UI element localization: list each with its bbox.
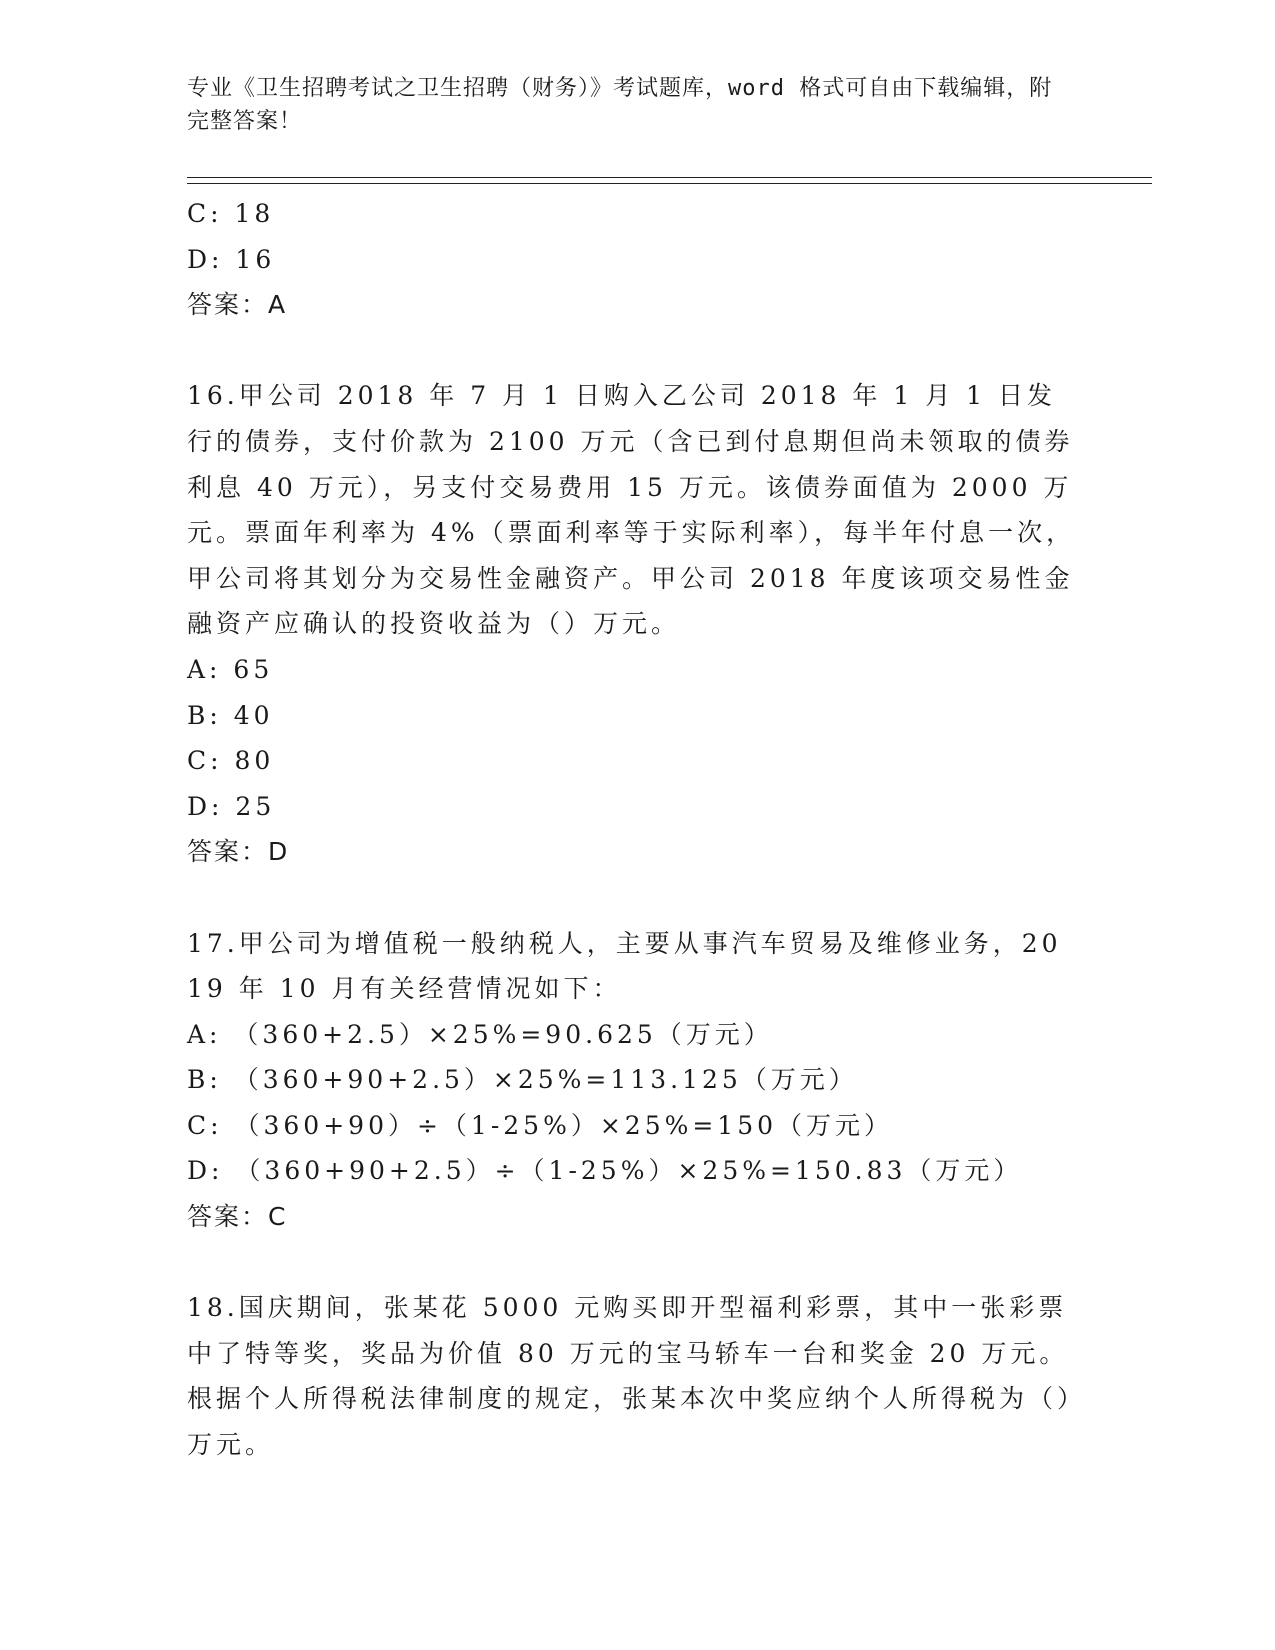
question-16-option-c: C: 80	[187, 746, 275, 776]
header-rule-top	[187, 177, 1152, 178]
question-17-stem: 17.甲公司为增值税一般纳税人，主要从事汽车贸易及维修业务，2019 年 10 月有关经营情况如下：	[187, 928, 1062, 1004]
spacer	[187, 1240, 1077, 1286]
question-16-answer: 答案：D	[187, 837, 290, 867]
question-16-stem: 16.甲公司 2018 年 7 月 1 日购入乙公司 2018 年 1 月 1 日发行的债券，支付价款为 2100 万元（含已到付息期但尚未领取的债券利息 40 万元），另支付交易费用 15 万元。该债券面值为 2000 万元。票面年利率为 4%（票面利率等于实际利率），每半年付息一次，甲公司将其划分为交易性金融资产。甲公司 2018 年度该项交易性金融资产应确认的投资收益为（）万元。	[187, 381, 1076, 639]
spacer	[187, 328, 1077, 374]
page-header: 专业《卫生招聘考试之卫生招聘（财务）》考试题库，word 格式可自由下载编辑，附完整答案！	[187, 76, 1053, 134]
spacer	[187, 875, 1077, 921]
question-16-option-a: A: 65	[187, 654, 274, 684]
question-17-answer: 答案：C	[187, 1202, 288, 1232]
question-18-stem: 18.国庆期间，张某花 5000 元购买即开型福利彩票，其中一张彩票中了特等奖，奖品为价值 80 万元的宝马轿车一台和奖金 20 万元。根据个人所得税法律制度的规定，张某本次中奖应纳个人所得税为（）万元。	[187, 1293, 1074, 1460]
option-d: D: 16	[187, 244, 276, 274]
question-16-option-b: B: 40	[187, 700, 274, 730]
option-c: C: 18	[187, 199, 275, 228]
question-17-option-a: A: （360+2.5）×25%=90.625（万元）	[187, 1019, 773, 1049]
question-16-option-d: D: 25	[187, 791, 276, 821]
question-17-option-b: B: （360+90+2.5）×25%=113.125（万元）	[187, 1065, 858, 1095]
question-17-option-d: D: （360+90+2.5）÷（1-25%）×25%=150.83（万元）	[187, 1156, 1023, 1186]
question-content	[187, 191, 1077, 1468]
answer-line: 答案：A	[187, 290, 288, 320]
question-17-option-c: C: （360+90）÷（1-25%）×25%=150（万元）	[187, 1110, 894, 1140]
header-rule-bottom	[187, 183, 1152, 184]
